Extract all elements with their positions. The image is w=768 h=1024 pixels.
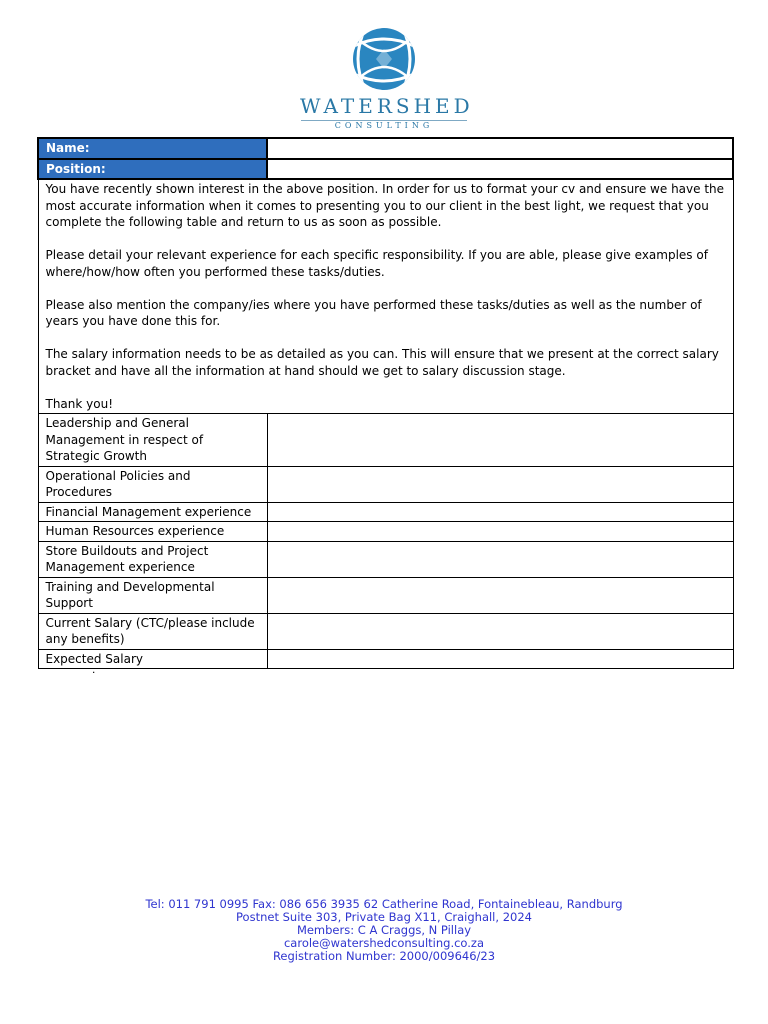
table-row <box>38 613 733 649</box>
footer-postal-line: Postnet Suite 303, Private Bag X11, Craighall, 2024 <box>236 910 532 924</box>
logo-tagline: CONSULTING <box>334 121 434 130</box>
name-label: Name: <box>38 138 267 159</box>
row-field-current-salary[interactable] <box>267 613 733 649</box>
row-field-hr[interactable] <box>267 522 733 542</box>
footer-members-line: Members: C A Craggs, N Pillay <box>296 923 472 937</box>
table-row <box>38 541 733 577</box>
position-field[interactable] <box>267 159 733 180</box>
logo-wordmark: WATERSHED <box>300 94 474 118</box>
stray-period: . <box>92 662 96 676</box>
intro-paragraph: You have recently shown interest in the above position. In order for us to format your cv and ensure we have the most accurate information when it comes to presenting you to our client in the best light, we request that you complete the following table and return to us as soon as possible. <box>45 182 725 229</box>
footer-registration-line: Registration Number: 2000/009646/23 <box>272 949 496 963</box>
table-row <box>38 649 733 669</box>
intro-paragraph: Please detail your relevant experience for each specific responsibility. If you are able, please give examples of where/how/how often you performed these tasks/duties. <box>45 248 708 279</box>
intro-text <box>38 179 733 414</box>
name-field[interactable] <box>267 138 733 159</box>
table-row <box>38 466 733 502</box>
page-footer <box>0 898 768 963</box>
position-label: Position: <box>38 159 267 180</box>
row-label-operational: Operational Policies and Procedures <box>38 466 267 502</box>
row-label-leadership: Leadership and General Management in respect of Strategic Growth <box>38 414 267 467</box>
table-row <box>38 577 733 613</box>
row-label-expected-salary: Expected Salary <box>38 649 267 669</box>
thank-you-text: Thank you! <box>45 396 114 411</box>
row-field-training[interactable] <box>267 577 733 613</box>
row-label-training: Training and Developmental Support <box>38 577 267 613</box>
position-row <box>38 159 733 180</box>
intro-paragraph: Please also mention the company/ies where you have performed these tasks/duties as well as the number of years you have done this for. <box>45 297 702 328</box>
row-field-store-buildouts[interactable] <box>267 541 733 577</box>
watershed-globe-icon <box>352 27 416 91</box>
name-row <box>38 138 733 159</box>
intro-paragraph: The salary information needs to be as detailed as you can. This will ensure that we present at the correct salary bracket and have all the information at hand should we get to salary discussion stage. <box>45 347 719 378</box>
table-row <box>38 502 733 522</box>
row-label-current-salary: Current Salary (CTC/please include any benefits) <box>38 613 267 649</box>
row-field-leadership[interactable] <box>267 414 733 467</box>
row-label-financial: Financial Management experience <box>38 502 267 522</box>
footer-contact-line: Tel: 011 791 0995 Fax: 086 656 3935 62 Catherine Road, Fontainebleau, Randburg <box>145 897 623 911</box>
footer-email-link[interactable]: carole@watershedconsulting.co.za <box>283 936 485 950</box>
row-field-financial[interactable] <box>267 502 733 522</box>
candidate-form-table <box>37 137 734 669</box>
table-row <box>38 414 733 467</box>
row-label-store-buildouts: Store Buildouts and Project Management experience <box>38 541 267 577</box>
row-field-operational[interactable] <box>267 466 733 502</box>
row-field-expected-salary[interactable] <box>267 649 733 669</box>
company-logo <box>300 27 474 139</box>
row-label-hr: Human Resources experience <box>38 522 267 542</box>
table-row <box>38 522 733 542</box>
intro-row <box>38 179 733 414</box>
